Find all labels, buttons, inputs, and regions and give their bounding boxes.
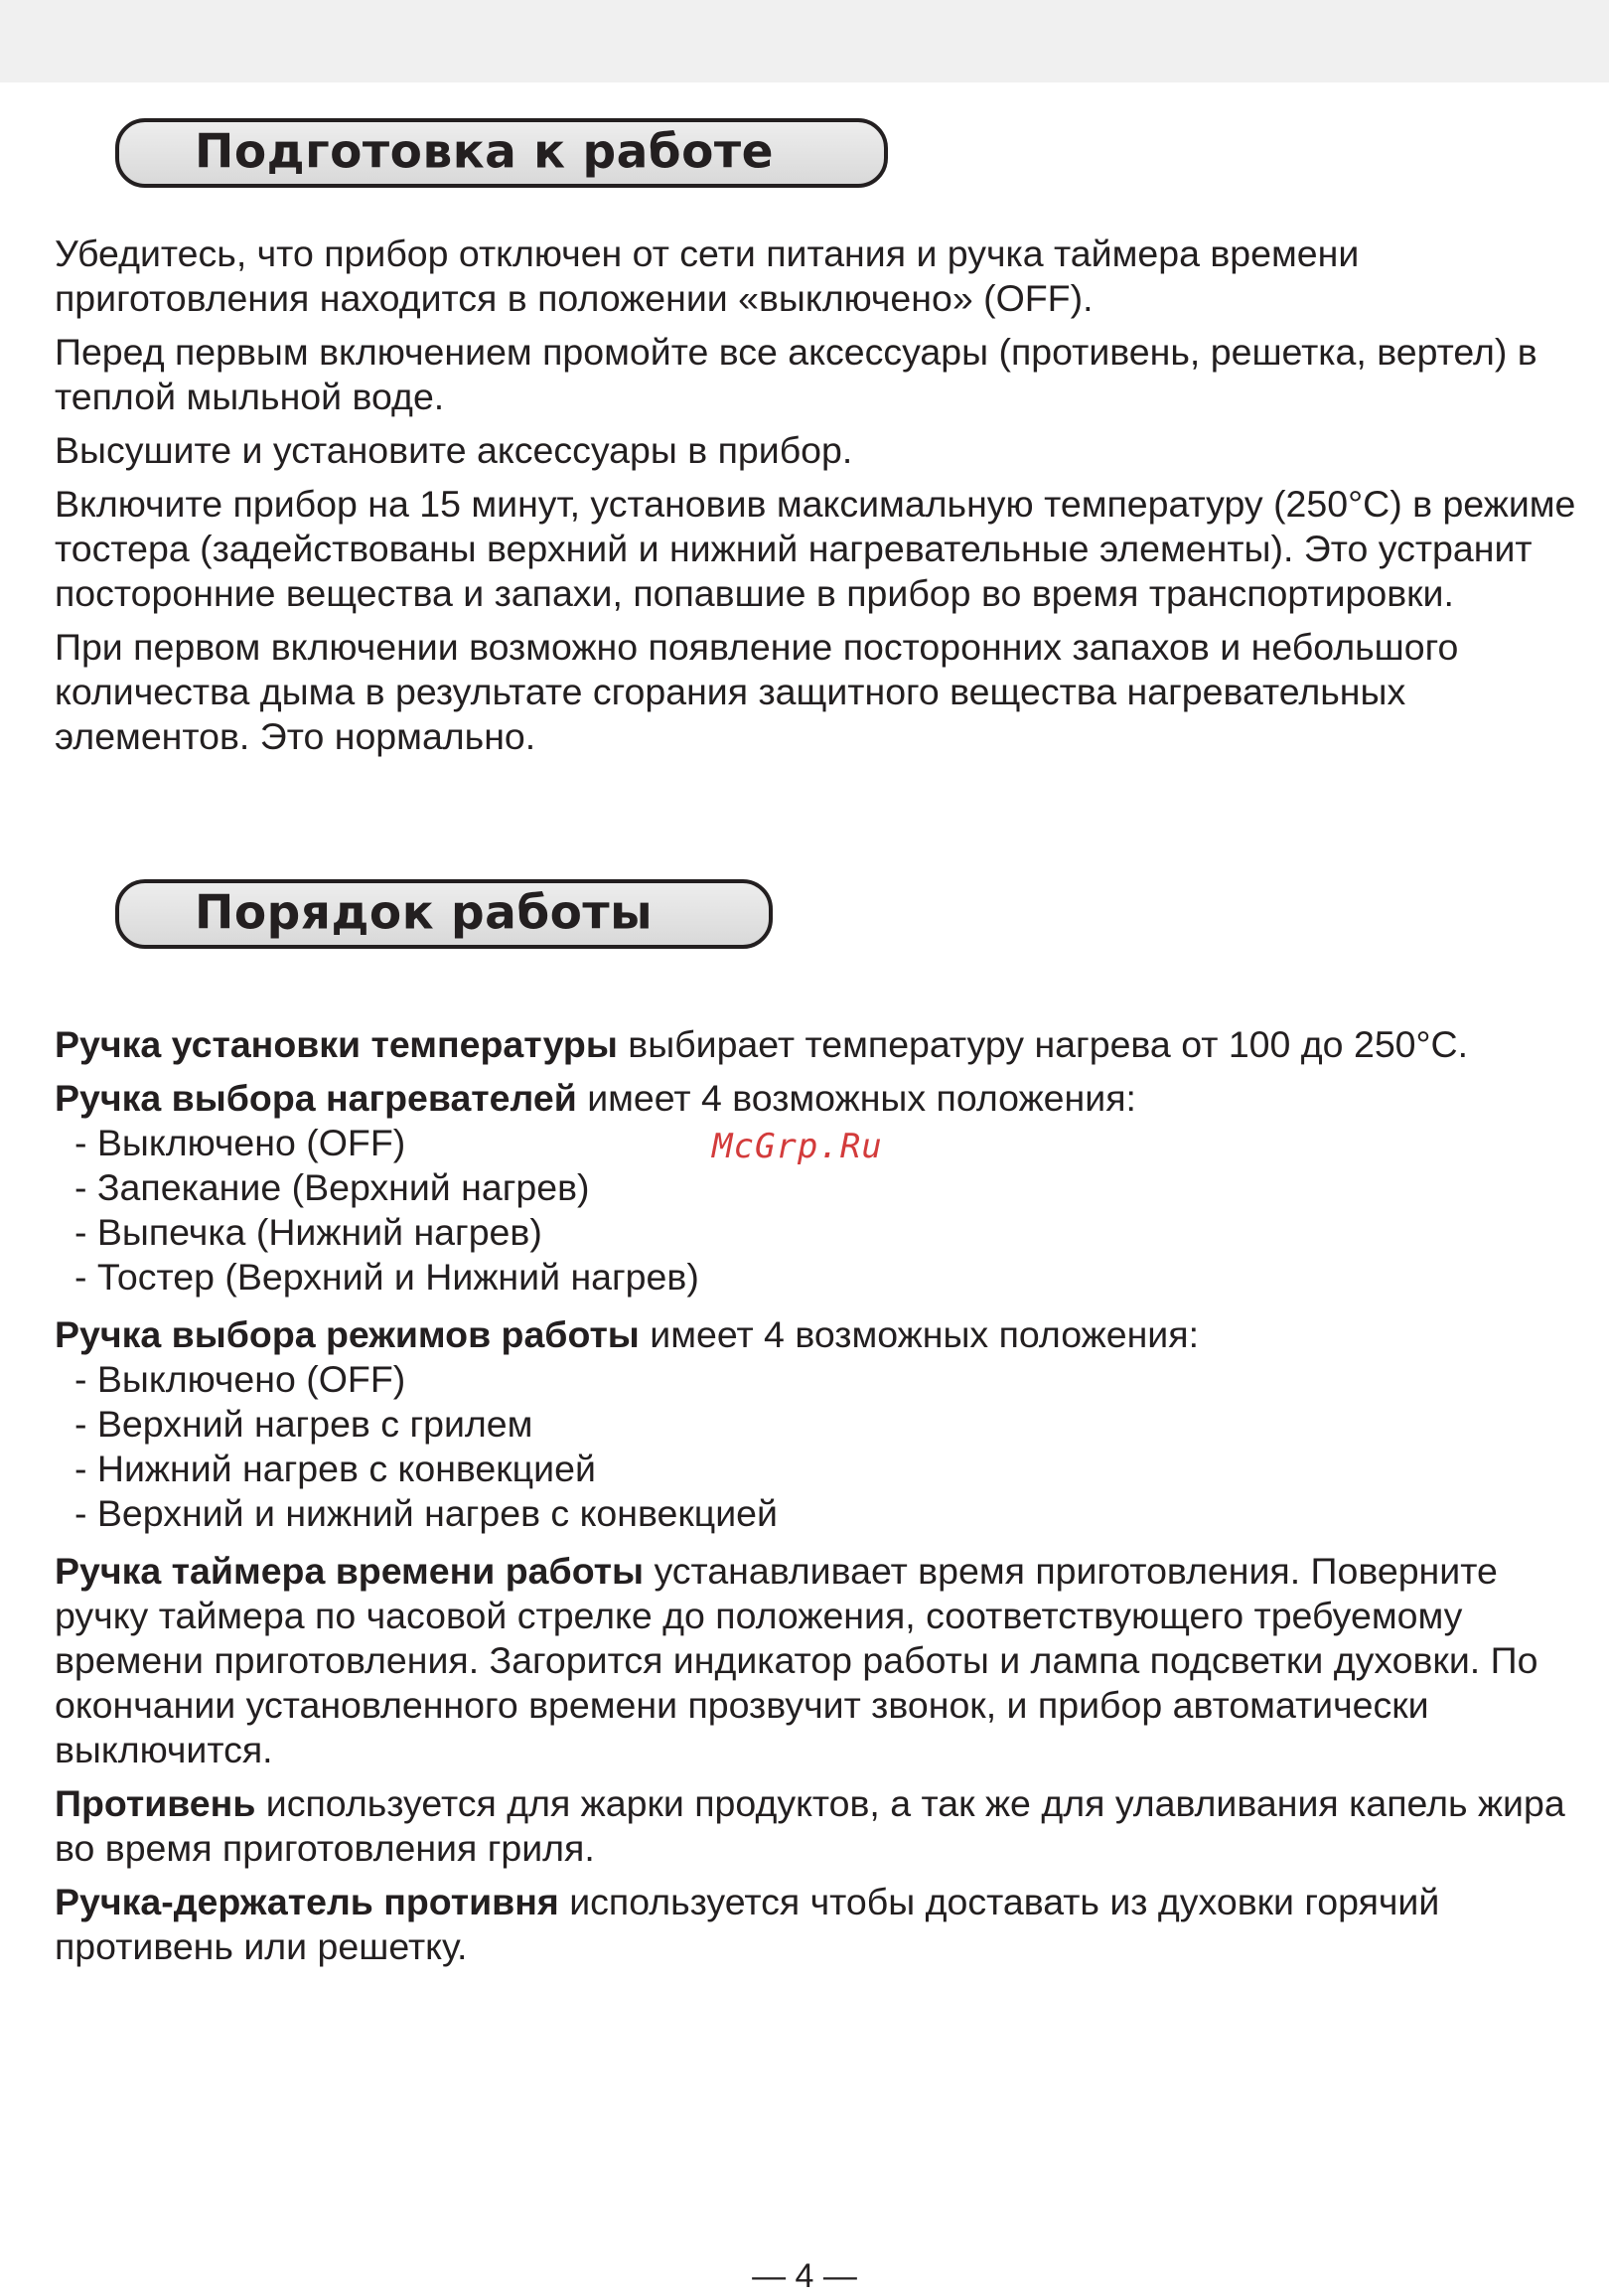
section-header-preparation [115,118,888,188]
term: Ручка таймера времени работы [55,1550,645,1592]
page-number: — 4 — [752,2257,857,2295]
heater-knob-group [55,1076,1584,1300]
tray-handle-paragraph [55,1880,1584,1969]
list-item: - Выключено (OFF) [74,1122,406,1163]
term: Ручка выбора нагревателей [55,1077,577,1119]
description: выбирает температуру нагрева от 100 до 250°C. [617,1023,1469,1065]
paragraph: Включите прибор на 15 минут, установив максимальную температуру (250°C) в режиме тостера (задействованы верхний и нижний нагревательные элементы). Это устранит посторонние вещества и запахи, попавшие в прибор во время транспортировки. [55,483,1576,614]
mode-knob-paragraph [55,1312,1584,1357]
watermark: McGrp.Ru [712,1127,883,1166]
paragraph: Перед первым включением промойте все аксессуары (противень, решетка, вертел) в теплой мыльной воде. [55,331,1537,417]
term: Ручка выбора режимов работы [55,1313,640,1355]
heater-knob-paragraph [55,1076,1584,1121]
list-item: - Выпечка (Нижний нагрев) [74,1211,542,1253]
list-item: - Верхний и нижний нагрев с конвекцией [74,1492,778,1534]
section-title: Подготовка к работе [195,124,775,180]
paragraph: Высушите и установите аксессуары в прибор. [55,429,853,471]
description: устанавливает время приготовления. Поверните ручку таймера по часовой стрелке до положения, соответствующего требуемому времени приготовления. Загорится индикатор работы и лампа подсветки духовки. По окончании установленного времени прозвучит звонок, и прибор автоматически выключится. [55,1550,1538,1770]
mode-knob-group [55,1312,1584,1536]
description: имеет 4 возможных положения: [576,1077,1136,1119]
term: Противень [55,1782,256,1824]
term: Ручка-держатель противня [55,1881,559,1922]
list-item: - Тостер (Верхний и Нижний нагрев) [74,1256,699,1298]
description: используется чтобы доставать из духовки горячий противень или решетку. [55,1881,1440,1967]
list-item: - Нижний нагрев с конвекцией [74,1448,596,1489]
description: используется для жарки продуктов, а так же для улавливания капель жира во время приготовления гриля. [55,1782,1565,1869]
term: Ручка установки температуры [55,1023,618,1065]
description: имеет 4 возможных положения: [639,1313,1199,1355]
mode-options-list [55,1357,1584,1536]
section-header-operation [115,879,773,949]
timer-knob-paragraph [55,1549,1584,1772]
paragraph: Убедитесь, что прибор отключен от сети питания и ручка таймера времени приготовления находится в положении «выключено» (OFF). [55,232,1360,319]
list-item: - Верхний нагрев с грилем [74,1403,533,1445]
preparation-text [55,231,1584,768]
list-item: - Выключено (OFF) [74,1358,406,1400]
paragraph: При первом включении возможно появление посторонних запахов и небольшого количества дыма в результате сгорания защитного вещества нагревательных элементов. Это нормально. [55,626,1459,757]
list-item: - Запекание (Верхний нагрев) [74,1166,590,1208]
section-title: Порядок работы [195,885,654,941]
page-top-band [0,0,1609,82]
temperature-knob-paragraph [55,1022,1584,1067]
tray-paragraph [55,1781,1584,1871]
